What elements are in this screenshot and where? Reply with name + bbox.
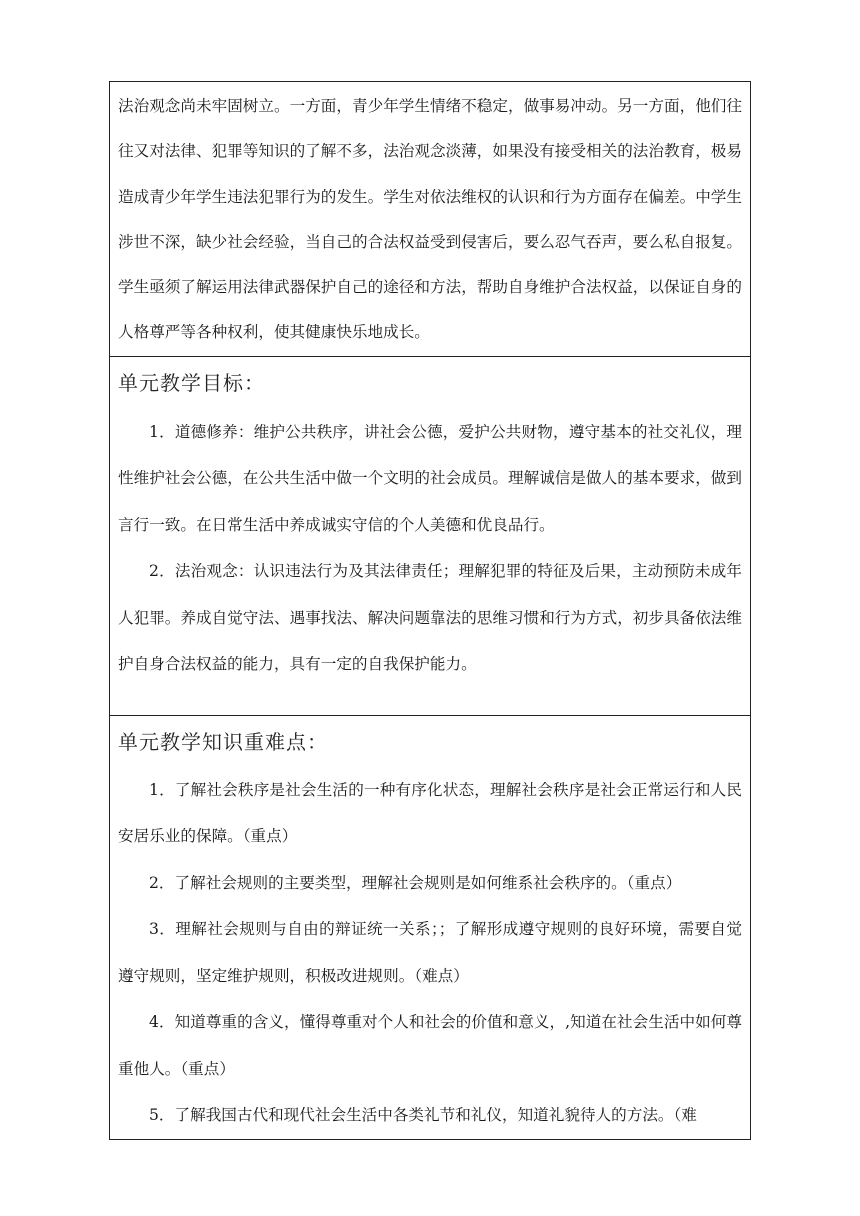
- lesson-plan-table: [109, 81, 751, 1140]
- key-point-item: 5．了解我国古代和现代社会生活中各类礼节和礼仪，知道礼貌待人的方法。（难: [149, 1106, 697, 1125]
- key-point-item: 4．知道尊重的含义，懂得尊重对个人和社会的价值和意义，,知道在社会生活中如何尊重他人。（重点）: [118, 1013, 742, 1078]
- intro-paragraph: 法治观念尚未牢固树立。一方面，青少年学生情绪不稳定，做事易冲动。另一方面，他们往往又对法律、犯罪等知识的了解不多，法治观念淡薄，如果没有接受相关的法治教育，极易造成青少年学生违法犯罪行为的发生。学生对依法维权的认识和行为方面存在偏差。中学生涉世不深，缺少社会经验，当自己的合法权益受到侵害后，要么忍气吞声，要么私自报复。学生亟须了解运用法律武器保护自己的途径和方法，帮助自身维护合法权益，以保证自身的人格尊严等各种权利，使其健康快乐地成长。: [118, 97, 742, 342]
- objectives-heading: 单元教学目标：: [118, 370, 265, 395]
- table-row: [110, 715, 751, 1139]
- objective-item: 2．法治观念：认识违法行为及其法律责任；理解犯罪的特征及后果，主动预防未成年人犯罪。养成自觉守法、遇事找法、解决问题靠法的思维习惯和行为方式，初步具备依法维护自身合法权益的能力，具有一定的自我保护能力。: [118, 562, 742, 674]
- key-points-heading: 单元教学知识重难点：: [118, 729, 328, 754]
- table-row: [110, 82, 751, 357]
- intro-cell: [110, 82, 751, 357]
- table-row: [110, 356, 751, 715]
- key-points-cell: [110, 715, 751, 1139]
- key-point-item: 1．了解社会秩序是社会生活的一种有序化状态，理解社会秩序是社会正常运行和人民安居乐业的保障。（重点）: [118, 780, 742, 846]
- key-point-item: 3．理解社会规则与自由的辩证统一关系；；了解形成遵守规则的良好环境，需要自觉遵守规则，坚定维护规则，积极改进规则。（难点）: [118, 920, 742, 985]
- objectives-cell: [110, 356, 751, 715]
- objective-item: 1．道德修养：维护公共秩序，讲社会公德，爱护公共财物，遵守基本的社交礼仪，理性维护社会公德，在公共生活中做一个文明的社会成员。理解诚信是做人的基本要求，做到言行一致。在日常生活中养成诚实守信的个人美德和优良品行。: [118, 422, 742, 534]
- key-point-item: 2．了解社会规则的主要类型，理解社会规则是如何维系社会秩序的。（重点）: [149, 873, 682, 892]
